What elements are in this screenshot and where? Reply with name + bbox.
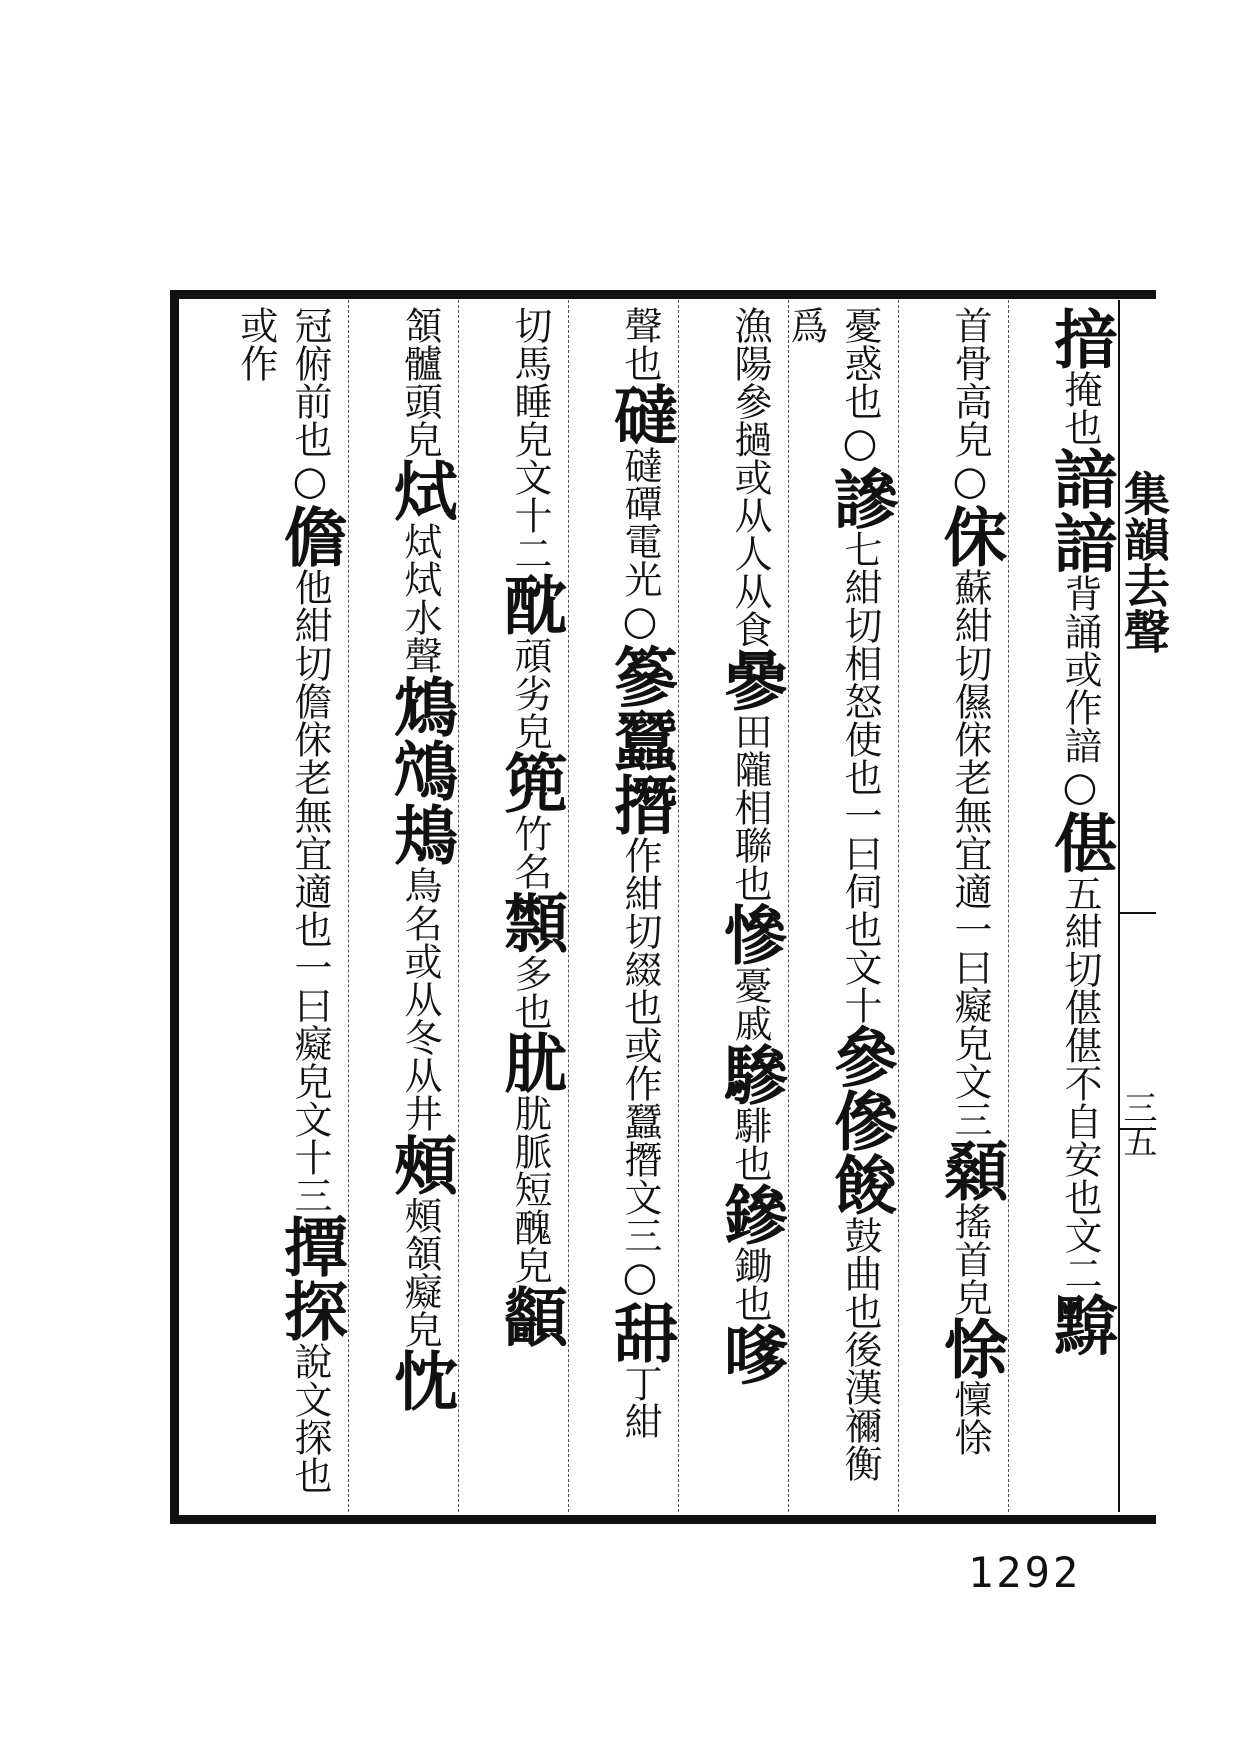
gloss-note: 搖首皃 xyxy=(948,1202,992,1316)
entry-column xyxy=(678,300,788,1512)
section-circle-mark: ○ xyxy=(617,1254,663,1300)
gloss-note: 蘇紺切儑俕老無宜適一曰癡皃文三 xyxy=(948,568,992,1138)
headword: 探 xyxy=(273,1278,348,1342)
headword: 諳 xyxy=(1043,446,1118,510)
entry-column xyxy=(783,300,898,1512)
gloss-note: 頑劣皃 xyxy=(508,636,552,750)
section-circle-mark: ○ xyxy=(617,598,663,644)
gloss-note: 肬脈短醜皃 xyxy=(508,1094,552,1284)
headword: 篸 xyxy=(603,644,678,708)
folio-number: 三五 xyxy=(1117,1090,1157,1158)
headword: 參 xyxy=(823,1024,898,1088)
gloss-note: 烒烒水聲 xyxy=(398,522,442,674)
gloss-note: 懍悇 xyxy=(948,1380,992,1456)
entry-column xyxy=(898,300,1008,1512)
gloss-note: 頷髗頭皃 xyxy=(398,306,442,458)
headword: 儋 xyxy=(273,504,348,568)
entry-column xyxy=(233,300,348,1512)
page-number: 1292 xyxy=(968,1548,1082,1597)
gloss-note: 鳥名或从冬从井 xyxy=(398,866,442,1132)
headword: 驂 xyxy=(713,1042,788,1106)
entry-column xyxy=(1008,300,1118,1512)
headword: 鳺 xyxy=(383,802,458,866)
headword: 撢 xyxy=(273,1214,348,1278)
headword: 謲 xyxy=(823,466,898,530)
headword: 俕 xyxy=(933,504,1008,568)
headword: 肬 xyxy=(493,1030,568,1094)
headword: 顲 xyxy=(493,1284,568,1348)
entry-column xyxy=(348,300,458,1512)
headword: 撍 xyxy=(603,772,678,836)
margin-rule-upper xyxy=(1118,912,1156,914)
gloss-note: 首骨高皃 xyxy=(948,306,992,458)
headword: 傪 xyxy=(823,1088,898,1152)
gloss-note: 憂戚 xyxy=(728,966,772,1042)
headword: 䑙 xyxy=(603,1300,678,1364)
gloss-note: 鼓曲也後漢禰衡爲 xyxy=(783,306,882,1482)
headword: 鴆 xyxy=(383,674,458,738)
section-circle-mark: ○ xyxy=(287,458,333,504)
book-title: 集韻去聲 xyxy=(1117,470,1171,654)
gloss-note: 切馬睡皃文十二 xyxy=(508,306,552,572)
section-circle-mark: ○ xyxy=(1057,764,1103,810)
gloss-note: 作紺切綴也或作蠶撍文三 xyxy=(618,836,662,1254)
gloss-note: 漁陽參撾或从人从食 xyxy=(728,306,772,648)
gloss-note: 冠俯前也 xyxy=(288,306,332,458)
gloss-note: 騑也 xyxy=(728,1106,772,1182)
headword: 黭 xyxy=(1043,1292,1118,1356)
headword: 慘 xyxy=(713,902,788,966)
headword: 鴪 xyxy=(383,738,458,802)
gloss-note: 竹名 xyxy=(508,814,552,890)
headword: 忱 xyxy=(383,1348,458,1412)
gloss-note: 說文探也或作 xyxy=(233,306,332,1494)
gloss-note: 多也 xyxy=(508,954,552,1030)
gloss-note: 丁紺 xyxy=(618,1364,662,1440)
headword: 酖 xyxy=(493,572,568,636)
headword: 䫴 xyxy=(493,890,568,954)
headword: 顙 xyxy=(933,1138,1008,1202)
text-block xyxy=(182,300,1118,1512)
gloss-note: 鋤也 xyxy=(728,1246,772,1322)
entry-column xyxy=(568,300,678,1512)
headword: 蠶 xyxy=(603,708,678,772)
gloss-note: 䃮磹電光 xyxy=(618,446,662,598)
gloss-note: 他紺切儋俕老無宜適也一曰癡皃文十三 xyxy=(288,568,332,1214)
headword: 篼 xyxy=(493,750,568,814)
headword: 䃮 xyxy=(603,382,678,446)
entry-column xyxy=(458,300,568,1512)
gloss-note: 田隴相聯也 xyxy=(728,712,772,902)
headword: 頰 xyxy=(383,1132,458,1196)
headword: 揞 xyxy=(1043,306,1118,370)
gloss-note: 憂惑也 xyxy=(838,306,882,420)
headword: 曑 xyxy=(713,648,788,712)
gloss-note: 頰頷癡皃 xyxy=(398,1196,442,1348)
headword: 諳 xyxy=(1043,510,1118,574)
gloss-note: 掩也 xyxy=(1058,370,1102,446)
headword: 鏒 xyxy=(713,1182,788,1246)
headword: 悇 xyxy=(933,1316,1008,1380)
gloss-note: 聲也 xyxy=(618,306,662,382)
gloss-note: 七紺切相怒使也一曰伺也文十 xyxy=(838,530,882,1024)
gloss-note: 背誦或作諳 xyxy=(1058,574,1102,764)
headword: 偡 xyxy=(1043,810,1118,874)
headword: 嗲 xyxy=(713,1322,788,1386)
headword: 餕 xyxy=(823,1152,898,1216)
section-circle-mark: ○ xyxy=(947,458,993,504)
headword: 烒 xyxy=(383,458,458,522)
gloss-note: 五紺切偡偡不自安也文二 xyxy=(1058,874,1102,1292)
section-circle-mark: ○ xyxy=(837,420,883,466)
